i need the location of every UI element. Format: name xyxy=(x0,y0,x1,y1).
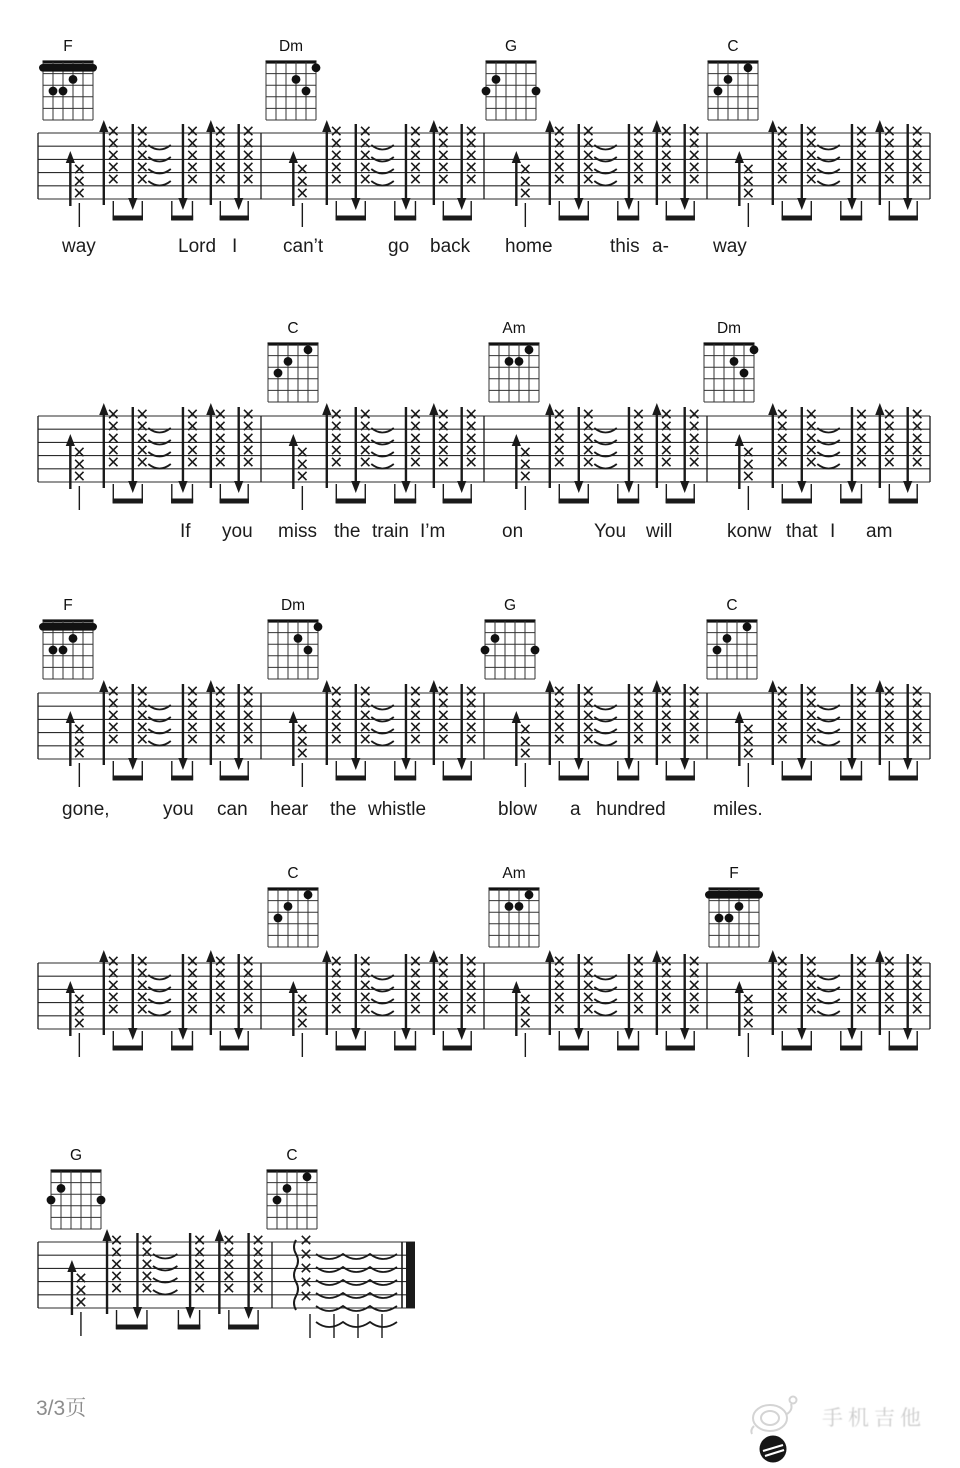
lyric-word: that xyxy=(786,521,818,542)
lyric-word: can’t xyxy=(283,236,324,257)
lyric-word: If xyxy=(180,521,191,542)
chord-label: Dm xyxy=(280,597,306,614)
strum-staff-system-4 xyxy=(0,933,960,1083)
lyric-word: a xyxy=(570,799,581,820)
chord-label: Dm xyxy=(716,320,742,337)
lyric-word: the xyxy=(334,521,361,542)
lyric-word: will xyxy=(646,521,673,542)
chord-label: C xyxy=(287,320,299,337)
strum-staff-system-2 xyxy=(0,386,960,536)
lyric-word: home xyxy=(505,236,553,257)
lyric-word: miss xyxy=(278,521,318,542)
snail-spiral-logo xyxy=(744,1392,806,1438)
lyric-word: You xyxy=(594,521,627,542)
chord-label: Am xyxy=(502,320,526,337)
lyric-word: I xyxy=(830,521,836,542)
lyric-word: gone, xyxy=(62,799,110,820)
page-number: 3/3页 xyxy=(36,1397,87,1420)
lyric-word: back xyxy=(430,236,471,257)
lyric-word: way xyxy=(62,236,96,257)
lyric-word: hundred xyxy=(596,799,666,820)
chord-label: Am xyxy=(502,865,526,882)
lyric-word: you xyxy=(222,521,253,542)
lyric-word: miles. xyxy=(713,799,763,820)
lyric-word: I’m xyxy=(420,521,446,542)
chord-label: Dm xyxy=(278,38,304,55)
lyric-word: you xyxy=(163,799,194,820)
record-disc-icon xyxy=(758,1434,788,1464)
lyric-word: I xyxy=(232,236,238,257)
lyric-word: hear xyxy=(270,799,309,820)
lyric-word: a- xyxy=(652,236,669,257)
lyric-word: go xyxy=(388,236,410,257)
lyric-word: Lord xyxy=(178,236,217,257)
lyric-word: train xyxy=(372,521,409,542)
watermark-text: 手机吉他 xyxy=(822,1407,926,1430)
lyric-word: way xyxy=(713,236,747,257)
chord-label: C xyxy=(727,38,739,55)
strum-staff-system-3 xyxy=(0,663,960,813)
lyric-word: konw xyxy=(727,521,772,542)
chord-label: G xyxy=(504,38,518,55)
chord-label: C xyxy=(287,865,299,882)
lyric-word: can xyxy=(217,799,248,820)
chord-label: G xyxy=(69,1147,83,1164)
lyric-word: this xyxy=(610,236,640,257)
lyric-word: on xyxy=(502,521,524,542)
chord-label: G xyxy=(503,597,517,614)
strum-staff-system-5 xyxy=(0,1212,960,1362)
lyric-word: whistle xyxy=(368,799,427,820)
chord-label: C xyxy=(726,597,738,614)
lyric-word: blow xyxy=(498,799,538,820)
strum-staff-system-1 xyxy=(0,103,960,253)
lyric-word: the xyxy=(330,799,357,820)
chord-label: C xyxy=(286,1147,298,1164)
chord-label: F xyxy=(729,865,739,882)
chord-label: F xyxy=(63,38,73,55)
chord-label: F xyxy=(63,597,73,614)
lyric-word: am xyxy=(866,521,893,542)
